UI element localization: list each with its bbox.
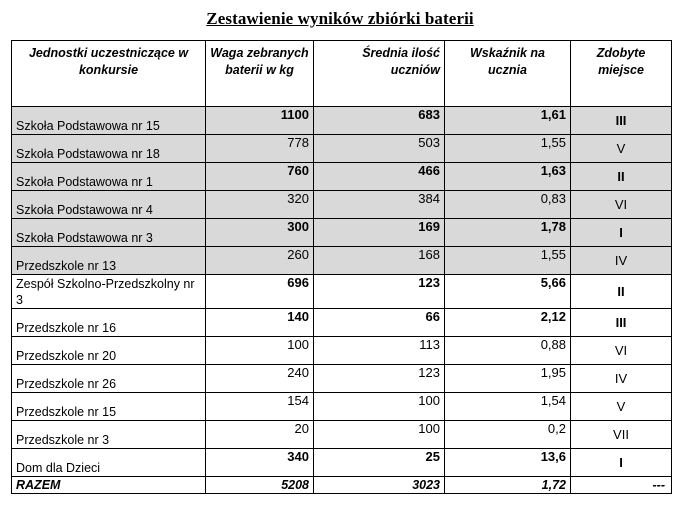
table-row: [12, 449, 672, 477]
cell-place: I: [571, 449, 672, 477]
cell-ratio: 2,12: [445, 309, 571, 337]
cell-ratio: 1,55: [445, 247, 571, 275]
cell-place: I: [571, 219, 672, 247]
header-units: Jednostki uczestniczące w konkursie: [12, 41, 206, 107]
cell-average-students: 503: [314, 135, 445, 163]
cell-weight: 240: [206, 365, 314, 393]
cell-place: III: [571, 309, 672, 337]
total-place: ---: [571, 477, 672, 494]
total-average-students: 3023: [314, 477, 445, 494]
cell-place: II: [571, 163, 672, 191]
table-row: [12, 421, 672, 449]
total-weight: 5208: [206, 477, 314, 494]
cell-weight: 100: [206, 337, 314, 365]
cell-place: III: [571, 107, 672, 135]
cell-ratio: 1,55: [445, 135, 571, 163]
results-table: [11, 40, 672, 494]
cell-place: IV: [571, 365, 672, 393]
cell-place: VI: [571, 191, 672, 219]
table-row: [12, 393, 672, 421]
cell-average-students: 168: [314, 247, 445, 275]
cell-place: V: [571, 135, 672, 163]
table-row: [12, 135, 672, 163]
cell-weight: 778: [206, 135, 314, 163]
cell-average-students: 100: [314, 393, 445, 421]
header-row: [12, 41, 672, 107]
cell-average-students: 123: [314, 275, 445, 309]
total-label: RAZEM: [12, 477, 206, 494]
cell-unit-name: Przedszkole nr 15: [12, 393, 206, 421]
cell-weight: 1100: [206, 107, 314, 135]
cell-unit-name: Przedszkole nr 13: [12, 247, 206, 275]
cell-place: V: [571, 393, 672, 421]
cell-unit-name: Szkoła Podstawowa nr 3: [12, 219, 206, 247]
cell-ratio: 1,95: [445, 365, 571, 393]
table-row: [12, 309, 672, 337]
header-ratio-per-student: Wskaźnik na ucznia: [445, 41, 571, 107]
total-ratio: 1,72: [445, 477, 571, 494]
table-row: [12, 275, 672, 309]
cell-ratio: 13,6: [445, 449, 571, 477]
table-row: [12, 107, 672, 135]
cell-unit-name: Przedszkole nr 16: [12, 309, 206, 337]
cell-unit-name: Szkoła Podstawowa nr 1: [12, 163, 206, 191]
cell-ratio: 1,63: [445, 163, 571, 191]
header-average-students: Średnia ilość uczniów: [314, 41, 445, 107]
cell-weight: 340: [206, 449, 314, 477]
header-place: Zdobyte miejsce: [571, 41, 672, 107]
cell-place: VI: [571, 337, 672, 365]
cell-ratio: 0,2: [445, 421, 571, 449]
cell-unit-name: Zespół Szkolno-Przedszkolny nr 3: [12, 275, 206, 309]
total-row: [12, 477, 672, 494]
page-title: Zestawienie wyników zbiórki baterii: [206, 9, 474, 28]
table-row: [12, 191, 672, 219]
table-row: [12, 163, 672, 191]
table-row: [12, 219, 672, 247]
cell-average-students: 25: [314, 449, 445, 477]
cell-unit-name: Szkoła Podstawowa nr 4: [12, 191, 206, 219]
cell-average-students: 466: [314, 163, 445, 191]
cell-ratio: 0,83: [445, 191, 571, 219]
cell-average-students: 66: [314, 309, 445, 337]
cell-weight: 300: [206, 219, 314, 247]
cell-place: VII: [571, 421, 672, 449]
cell-weight: 20: [206, 421, 314, 449]
cell-weight: 260: [206, 247, 314, 275]
table-row: [12, 365, 672, 393]
cell-average-students: 169: [314, 219, 445, 247]
cell-ratio: 1,61: [445, 107, 571, 135]
cell-unit-name: Przedszkole nr 26: [12, 365, 206, 393]
cell-weight: 760: [206, 163, 314, 191]
cell-average-students: 113: [314, 337, 445, 365]
header-weight: Waga zebranych baterii w kg: [206, 41, 314, 107]
cell-average-students: 683: [314, 107, 445, 135]
cell-ratio: 5,66: [445, 275, 571, 309]
cell-average-students: 384: [314, 191, 445, 219]
table-row: [12, 337, 672, 365]
cell-place: IV: [571, 247, 672, 275]
cell-place: II: [571, 275, 672, 309]
cell-ratio: 1,78: [445, 219, 571, 247]
cell-weight: 320: [206, 191, 314, 219]
cell-unit-name: Szkoła Podstawowa nr 18: [12, 135, 206, 163]
cell-unit-name: Przedszkole nr 20: [12, 337, 206, 365]
cell-unit-name: Szkoła Podstawowa nr 15: [12, 107, 206, 135]
cell-ratio: 1,54: [445, 393, 571, 421]
cell-unit-name: Przedszkole nr 3: [12, 421, 206, 449]
cell-weight: 154: [206, 393, 314, 421]
cell-weight: 140: [206, 309, 314, 337]
cell-unit-name: Dom dla Dzieci: [12, 449, 206, 477]
cell-weight: 696: [206, 275, 314, 309]
cell-ratio: 0,88: [445, 337, 571, 365]
cell-average-students: 123: [314, 365, 445, 393]
cell-average-students: 100: [314, 421, 445, 449]
table-row: [12, 247, 672, 275]
